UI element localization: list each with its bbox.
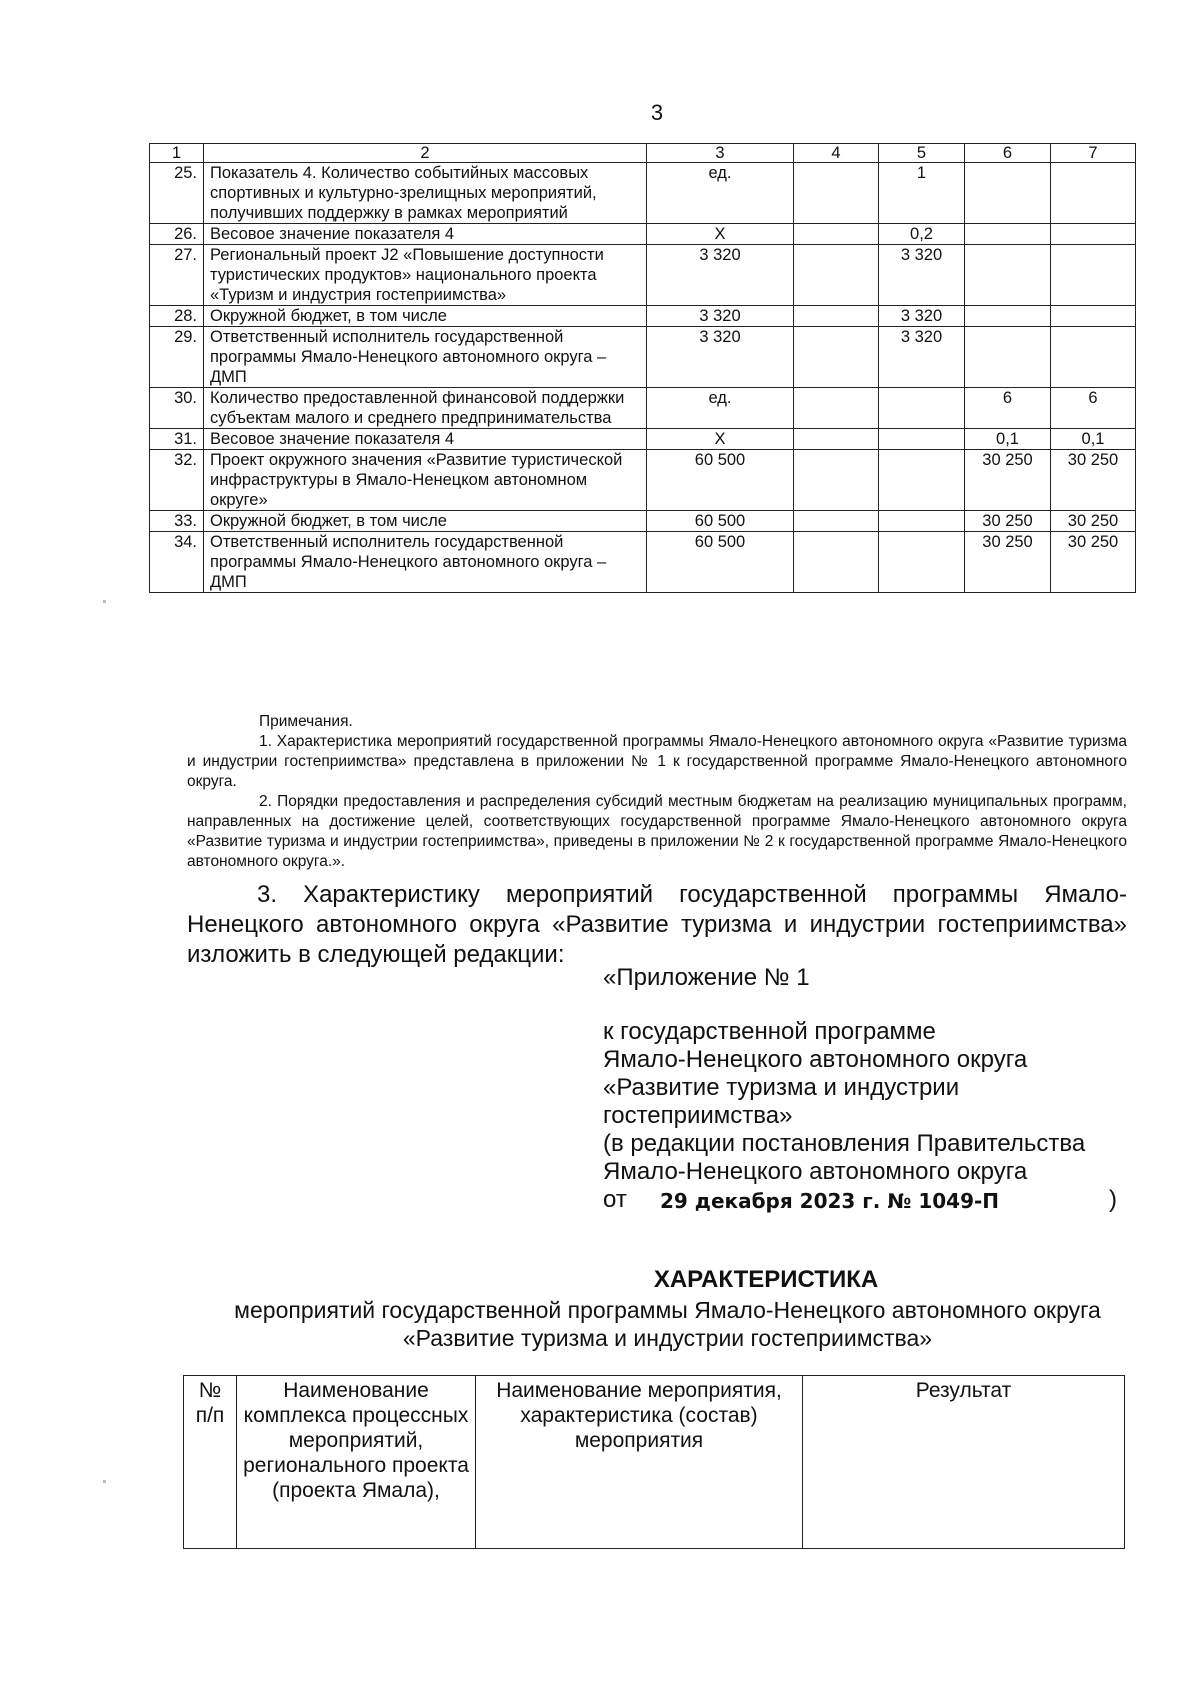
table-row <box>150 429 1136 450</box>
row-col6 <box>965 245 1051 306</box>
row-name: Количество предоставленной финансовой поддержки субъектам малого и среднего предпринимательства <box>204 388 647 429</box>
characteristics-table <box>183 1375 1125 1549</box>
row-col7: 30 250 <box>1051 511 1136 532</box>
header-cell: 4 <box>794 144 879 163</box>
row-col6: 6 <box>965 388 1051 429</box>
row-unit: ед. <box>647 163 794 224</box>
row-number: 26. <box>150 224 204 245</box>
header-cell: 5 <box>879 144 965 163</box>
row-col4 <box>794 450 879 511</box>
row-col4 <box>794 245 879 306</box>
appendix-block <box>603 964 1123 1216</box>
header-cell: 7 <box>1051 144 1136 163</box>
row-col6 <box>965 224 1051 245</box>
appendix-line: Ямало-Ненецкого автономного округа <box>603 1046 1028 1073</box>
row-number: 33. <box>150 511 204 532</box>
notes-section <box>187 712 1127 872</box>
row-col7 <box>1051 327 1136 388</box>
header-cell: 1 <box>150 144 204 163</box>
row-number: 29. <box>150 327 204 388</box>
row-col6: 0,1 <box>965 429 1051 450</box>
row-unit: 3 320 <box>647 306 794 327</box>
row-name: Ответственный исполнитель государственной программы Ямало-Ненецкого автономного округа – ДМП <box>204 327 647 388</box>
row-name: Показатель 4. Количество событийных массовых спортивных и культурно-зрелищных мероприятий, получивших поддержку в рамках мероприятий <box>204 163 647 224</box>
scan-margin-mark <box>103 600 106 603</box>
table-row <box>150 327 1136 388</box>
table-row <box>150 245 1136 306</box>
row-col7: 30 250 <box>1051 532 1136 593</box>
table-header-row <box>150 144 1136 163</box>
appendix-line: (в редакции постановления Правительства <box>603 1130 1086 1157</box>
table-row <box>150 306 1136 327</box>
header-cell: Наименование мероприятия, характеристика (состав) мероприятия <box>476 1376 803 1549</box>
row-unit: 60 500 <box>647 532 794 593</box>
row-unit: ед. <box>647 388 794 429</box>
row-col5: 3 320 <box>879 245 965 306</box>
from-label: от <box>603 1186 627 1213</box>
row-number: 30. <box>150 388 204 429</box>
row-name: Весовое значение показателя 4 <box>204 224 647 245</box>
row-col6: 30 250 <box>965 511 1051 532</box>
page-number: 3 <box>650 100 664 125</box>
row-col6 <box>965 306 1051 327</box>
header-cell: Наименование комплекса процессных мероприятий, регионального проекта (проекта Ямала), <box>237 1376 476 1549</box>
row-col6 <box>965 163 1051 224</box>
row-unit: 60 500 <box>647 450 794 511</box>
row-unit: 3 320 <box>647 245 794 306</box>
row-name: Весовое значение показателя 4 <box>204 429 647 450</box>
row-col5: 1 <box>879 163 965 224</box>
header-cell: Результат <box>803 1376 1125 1549</box>
table-row <box>150 450 1136 511</box>
row-col5: 3 320 <box>879 327 965 388</box>
table-row <box>150 224 1136 245</box>
row-unit: 60 500 <box>647 511 794 532</box>
row-col5: 3 320 <box>879 306 965 327</box>
row-col4 <box>794 429 879 450</box>
appendix-line: гостеприимства» <box>603 1102 793 1129</box>
table-row <box>150 532 1136 593</box>
row-name: Окружной бюджет, в том числе <box>204 511 647 532</box>
row-col4 <box>794 327 879 388</box>
row-col6: 30 250 <box>965 450 1051 511</box>
row-name: Окружной бюджет, в том числе <box>204 306 647 327</box>
row-unit: 3 320 <box>647 327 794 388</box>
closing-paren: ) <box>1109 1186 1117 1213</box>
header-cell: № п/п <box>184 1376 237 1549</box>
row-col4 <box>794 224 879 245</box>
row-col4 <box>794 306 879 327</box>
appendix-line: к государственной программе <box>603 1018 936 1045</box>
header-cell: 2 <box>204 144 647 163</box>
table-row <box>150 388 1136 429</box>
characteristics-header-row <box>184 1376 1125 1549</box>
row-number: 25. <box>150 163 204 224</box>
row-col7: 30 250 <box>1051 450 1136 511</box>
table-row <box>150 163 1136 224</box>
appendix-line: «Развитие туризма и индустрии <box>603 1074 960 1101</box>
row-col7: 0,1 <box>1051 429 1136 450</box>
row-col7: 6 <box>1051 388 1136 429</box>
row-number: 31. <box>150 429 204 450</box>
row-col4 <box>794 388 879 429</box>
header-cell: 3 <box>647 144 794 163</box>
row-col7 <box>1051 224 1136 245</box>
row-number: 32. <box>150 450 204 511</box>
row-col6: 30 250 <box>965 532 1051 593</box>
row-number: 27. <box>150 245 204 306</box>
budget-table <box>149 143 1136 593</box>
row-col5 <box>879 429 965 450</box>
row-col4 <box>794 163 879 224</box>
section-subtitle: мероприятий государственной программы Ямало-Ненецкого автономного округа «Развитие туризма и индустрии гостеприимства» <box>234 1297 1101 1351</box>
row-unit: X <box>647 429 794 450</box>
item-3-paragraph <box>187 880 1127 970</box>
row-col5 <box>879 450 965 511</box>
scan-margin-mark <box>103 1480 106 1483</box>
row-unit: X <box>647 224 794 245</box>
row-col5 <box>879 532 965 593</box>
row-name: Проект окружного значения «Развитие туристической инфраструктуры в Ямало-Ненецком автономном округе» <box>204 450 647 511</box>
note-2: 2. Порядки предоставления и распределения субсидий местным бюджетам на реализацию муниципальных программ, направленных на достижение целей, соответствующих государственной программе Ямало-Ненецкого автономного округа «Развитие туризма и индустрии гостеприимства», приведены в приложении № 2 к государственной программе Ямало-Ненецкого автономного округа.». <box>187 793 1127 870</box>
section-title: ХАРАКТЕРИСТИКА <box>653 1266 879 1293</box>
row-col7 <box>1051 306 1136 327</box>
row-number: 28. <box>150 306 204 327</box>
notes-heading: Примечания. <box>259 713 353 730</box>
row-name: Региональный проект J2 «Повышение доступности туристических продуктов» национального проекта «Туризм и индустрия гостеприимства» <box>204 245 647 306</box>
row-col5: 0,2 <box>879 224 965 245</box>
row-col5 <box>879 388 965 429</box>
appendix-date-line <box>603 1186 1123 1216</box>
row-col7 <box>1051 163 1136 224</box>
table-row <box>150 511 1136 532</box>
row-number: 34. <box>150 532 204 593</box>
row-col4 <box>794 511 879 532</box>
item-3-text: 3. Характеристику мероприятий государственной программы Ямало-Ненецкого автономного округа «Развитие туризма и индустрии гостеприимства» изложить в следующей редакции: <box>187 881 1127 968</box>
row-col4 <box>794 532 879 593</box>
row-name: Ответственный исполнитель государственной программы Ямало-Ненецкого автономного округа – ДМП <box>204 532 647 593</box>
resolution-date: 29 декабря 2023 г. № 1049-П <box>660 1189 1000 1213</box>
row-col7 <box>1051 245 1136 306</box>
header-cell: 6 <box>965 144 1051 163</box>
row-col6 <box>965 327 1051 388</box>
row-col5 <box>879 511 965 532</box>
appendix-line: «Приложение № 1 <box>603 964 810 991</box>
appendix-line: Ямало-Ненецкого автономного округа <box>603 1158 1028 1185</box>
note-1: 1. Характеристика мероприятий государственной программы Ямало-Ненецкого автономного округа «Развитие туризма и индустрии гостеприимства» представлена в приложении № 1 к государственной программе Ямало-Ненецкого автономного округа. <box>187 733 1127 790</box>
